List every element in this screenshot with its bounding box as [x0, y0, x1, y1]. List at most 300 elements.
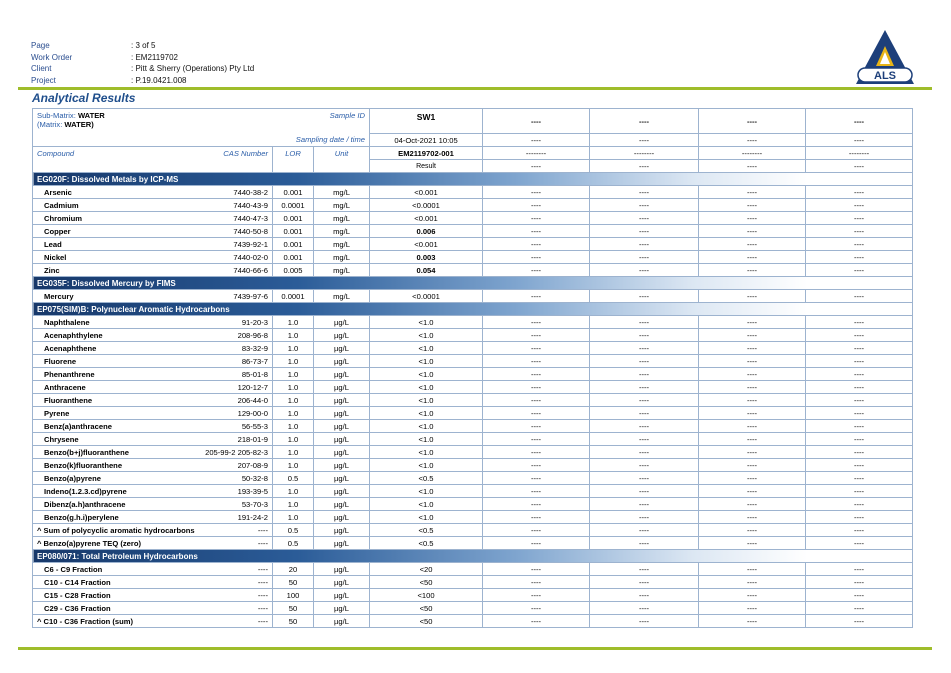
lor-cell: 1.0 — [273, 446, 314, 459]
result-cell: <20 — [370, 563, 483, 576]
result-cell: <1.0 — [370, 485, 483, 498]
table-row — [33, 446, 913, 459]
lab-id: EM2119702-001 — [370, 147, 483, 160]
table-row — [33, 563, 913, 576]
empty-result-cell: ---- — [483, 225, 590, 238]
unit-cell: mg/L — [314, 212, 370, 225]
compound-cell — [33, 342, 273, 355]
report-header — [31, 40, 254, 86]
compound-cell — [33, 355, 273, 368]
empty-result-cell: ---- — [699, 251, 806, 264]
cas-number: 129-00-0 — [237, 408, 268, 418]
cas-number: ---- — [257, 616, 268, 626]
empty-result-cell: ---- — [483, 420, 590, 433]
empty-result-cell: ---- — [483, 355, 590, 368]
compound-name: Chromium — [44, 213, 82, 223]
section-header — [33, 173, 913, 186]
compound-cell — [33, 238, 273, 251]
als-logo — [852, 28, 918, 88]
compound-cell — [33, 199, 273, 212]
header-row — [31, 75, 254, 87]
header-label: Work Order — [31, 52, 73, 62]
cas-number: 208-96-8 — [237, 330, 268, 340]
sample-id-label: Sample ID — [329, 111, 366, 120]
result-cell: <50 — [370, 576, 483, 589]
result-cell: <1.0 — [370, 329, 483, 342]
empty-result-cell: ---- — [483, 238, 590, 251]
compound-cell — [33, 511, 273, 524]
lor-cell: 0.001 — [273, 251, 314, 264]
empty-result-cell: ---- — [590, 394, 699, 407]
table-row — [33, 394, 913, 407]
compound-name: Benzo(g.h.i)perylene — [44, 512, 119, 522]
unit-cell: µg/L — [314, 511, 370, 524]
table-row — [33, 485, 913, 498]
header-label: Page — [31, 41, 50, 50]
compound-name: C6 - C9 Fraction — [44, 564, 103, 574]
table-row — [33, 329, 913, 342]
empty-result-cell: ---- — [590, 342, 699, 355]
lor-cell: 1.0 — [273, 368, 314, 381]
unit-cell: µg/L — [314, 524, 370, 537]
table-row — [33, 264, 913, 277]
table-row — [33, 225, 913, 238]
empty-result-cell: ---- — [806, 329, 913, 342]
cas-number: ---- — [257, 538, 268, 548]
empty-result-cell: ---- — [806, 251, 913, 264]
compound-cell — [33, 264, 273, 277]
header-row — [31, 63, 254, 75]
compound-name: Benz(a)anthracene — [44, 421, 112, 431]
lor-cell: 1.0 — [273, 498, 314, 511]
compound-name: Copper — [44, 226, 71, 236]
lor-cell: 1.0 — [273, 316, 314, 329]
compound-name: Indeno(1.2.3.cd)pyrene — [44, 486, 127, 496]
result-cell: <50 — [370, 615, 483, 628]
header-value: : Pitt & Sherry (Operations) Pty Ltd — [131, 64, 255, 74]
compound-name: Benzo(b+j)fluoranthene — [44, 447, 130, 457]
empty-result-cell: ---- — [699, 407, 806, 420]
empty-result-cell: ---- — [806, 394, 913, 407]
lor-cell: 0.001 — [273, 212, 314, 225]
empty-result-cell: ---- — [590, 615, 699, 628]
unit-cell: mg/L — [314, 199, 370, 212]
page-title: Analytical Results — [32, 91, 136, 105]
result-cell: <1.0 — [370, 433, 483, 446]
unit-cell: µg/L — [314, 394, 370, 407]
section-header — [33, 550, 913, 563]
unit-cell: µg/L — [314, 446, 370, 459]
header-label: Project — [31, 75, 56, 85]
empty-result-cell: ---- — [699, 576, 806, 589]
table-row — [33, 368, 913, 381]
compound-cell — [33, 420, 273, 433]
compound-name: Pyrene — [44, 408, 70, 418]
compound-cell — [33, 368, 273, 381]
cas-number: 207-08-9 — [237, 460, 268, 470]
unit-cell: µg/L — [314, 602, 370, 615]
empty-result-cell: ---- — [483, 602, 590, 615]
empty-result-cell: ---- — [806, 238, 913, 251]
empty-result-cell: ---- — [699, 355, 806, 368]
empty-result-cell: ---- — [699, 485, 806, 498]
empty-result-cell: ---- — [699, 602, 806, 615]
lor-cell: 0.001 — [273, 225, 314, 238]
empty-result-cell: ---- — [806, 199, 913, 212]
compound-name: Nickel — [44, 252, 67, 262]
cas-number: 205-99-2 205-82-3 — [205, 447, 268, 457]
table-row — [33, 433, 913, 446]
cas-number: 83-32-9 — [241, 343, 268, 353]
empty-result-cell: ---- — [483, 407, 590, 420]
empty-result-cell: ---- — [590, 251, 699, 264]
empty-result-cell: ---- — [806, 212, 913, 225]
empty-result-cell: ---- — [590, 524, 699, 537]
empty-result-cell: ---- — [590, 238, 699, 251]
compound-name: Anthracene — [44, 382, 86, 392]
compound-name: C29 - C36 Fraction — [44, 603, 111, 613]
cas-number: 7440-38-2 — [233, 187, 268, 197]
empty-result-cell: ---- — [806, 225, 913, 238]
empty-result-cell: ---- — [483, 511, 590, 524]
compound-name: Lead — [44, 239, 62, 249]
result-cell: <50 — [370, 602, 483, 615]
empty-result-cell: ---- — [590, 602, 699, 615]
empty-result-cell: ---- — [806, 186, 913, 199]
lor-cell: 1.0 — [273, 407, 314, 420]
unit-cell: µg/L — [314, 368, 370, 381]
result-cell: <0.5 — [370, 537, 483, 550]
empty-result-cell: ---- — [483, 251, 590, 264]
empty-result-cell: ---- — [806, 316, 913, 329]
compound-cell — [33, 615, 273, 628]
empty-result-cell: ---- — [699, 589, 806, 602]
empty-result-cell: ---- — [590, 498, 699, 511]
sample-id: SW1 — [370, 109, 483, 134]
empty-result-cell: ---- — [483, 459, 590, 472]
compound-name: Dibenz(a.h)anthracene — [44, 499, 126, 509]
cas-number: 7440-47-3 — [233, 213, 268, 223]
section-header — [33, 277, 913, 290]
table-row — [33, 316, 913, 329]
empty-result-cell: ---- — [699, 563, 806, 576]
lor-cell: 0.0001 — [273, 290, 314, 303]
cas-number: 50-32-8 — [241, 473, 268, 483]
empty-result-cell: ---- — [483, 329, 590, 342]
compound-name: Cadmium — [44, 200, 79, 210]
lor-cell: 1.0 — [273, 381, 314, 394]
empty-result-cell: ---- — [806, 264, 913, 277]
result-cell: <0.001 — [370, 212, 483, 225]
table-row — [33, 238, 913, 251]
cas-number: 86-73-7 — [241, 356, 268, 366]
unit-cell: mg/L — [314, 186, 370, 199]
compound-cell — [33, 524, 273, 537]
empty-result-cell: ---- — [699, 394, 806, 407]
compound-name: Fluoranthene — [44, 395, 93, 405]
compound-name: Mercury — [44, 291, 74, 301]
empty-result-cell: ---- — [590, 511, 699, 524]
compound-cell — [33, 433, 273, 446]
header-value: : EM2119702 — [131, 52, 178, 62]
empty-result-cell: ---- — [806, 498, 913, 511]
header-row — [31, 40, 254, 52]
lor-cell: 0.5 — [273, 472, 314, 485]
empty-result-cell: ---- — [699, 472, 806, 485]
result-cell: <1.0 — [370, 342, 483, 355]
compound-name: Phenanthrene — [44, 369, 95, 379]
compound-name: Acenaphthylene — [44, 330, 103, 340]
result-cell: <0.0001 — [370, 290, 483, 303]
result-cell: <0.5 — [370, 472, 483, 485]
compound-cell — [33, 381, 273, 394]
result-cell: <1.0 — [370, 394, 483, 407]
result-cell: <1.0 — [370, 511, 483, 524]
empty-result-cell: ---- — [699, 186, 806, 199]
table-row — [33, 472, 913, 485]
empty-result-cell: ---- — [483, 615, 590, 628]
logo-text: ALS — [874, 70, 896, 82]
empty-result-cell: ---- — [699, 381, 806, 394]
unit-cell: µg/L — [314, 589, 370, 602]
empty-result-cell: ---- — [699, 615, 806, 628]
result-cell: <0.0001 — [370, 199, 483, 212]
section-title: EG020F: Dissolved Metals by ICP-MS — [33, 173, 913, 186]
empty-result-cell: ---- — [483, 498, 590, 511]
unit-cell: µg/L — [314, 537, 370, 550]
result-cell: <1.0 — [370, 459, 483, 472]
cas-number: 218-01-9 — [237, 434, 268, 444]
empty-result-cell: ---- — [590, 407, 699, 420]
cas-number: 7440-66-6 — [233, 265, 268, 275]
table-row — [33, 524, 913, 537]
compound-cell — [33, 225, 273, 238]
empty-result-cell: ---- — [806, 290, 913, 303]
compound-name: Benzo(k)fluoranthene — [44, 460, 123, 470]
table-row — [33, 511, 913, 524]
compound-cell — [33, 537, 273, 550]
compound-cell — [33, 407, 273, 420]
cas-number: 85-01-8 — [241, 369, 268, 379]
table-row — [33, 212, 913, 225]
table-row — [33, 381, 913, 394]
lor-cell: 0.001 — [273, 238, 314, 251]
compound-cell — [33, 186, 273, 199]
empty-result-cell: ---- — [590, 199, 699, 212]
unit-header: Unit — [314, 147, 370, 173]
empty-result-cell: ---- — [806, 368, 913, 381]
empty-result-cell: ---- — [806, 537, 913, 550]
empty-result-cell: ---- — [590, 316, 699, 329]
empty-result-cell: ---- — [590, 446, 699, 459]
result-cell: <1.0 — [370, 446, 483, 459]
sampling-label: Sampling date / time — [33, 134, 370, 147]
unit-cell: mg/L — [314, 264, 370, 277]
cas-number: 7439-92-1 — [233, 239, 268, 249]
cas-number: 56-55-3 — [241, 421, 268, 431]
empty-result-cell: ---- — [590, 576, 699, 589]
lor-cell: 20 — [273, 563, 314, 576]
empty-result-cell: ---- — [590, 212, 699, 225]
top-rule — [18, 87, 932, 90]
empty-result-cell: ---- — [806, 602, 913, 615]
header-value: : P.19.0421.008 — [131, 75, 187, 85]
empty-result-cell: ---- — [699, 524, 806, 537]
result-header: Result — [370, 160, 483, 173]
unit-cell: µg/L — [314, 615, 370, 628]
table-row — [33, 615, 913, 628]
header-label: Client — [31, 64, 52, 74]
unit-cell: µg/L — [314, 342, 370, 355]
compound-name: Acenaphthene — [44, 343, 97, 353]
empty-result-cell: ---- — [483, 472, 590, 485]
empty-result-cell: ---- — [590, 186, 699, 199]
result-cell: 0.054 — [370, 264, 483, 277]
empty-result-cell: ---- — [699, 420, 806, 433]
compound-cell — [33, 446, 273, 459]
empty-result-cell: ---- — [699, 342, 806, 355]
empty-result-cell: ---- — [699, 225, 806, 238]
empty-result-cell: ---- — [806, 511, 913, 524]
cas-number: ---- — [257, 564, 268, 574]
empty-result-cell: ---- — [806, 433, 913, 446]
lor-cell: 1.0 — [273, 394, 314, 407]
empty-result-cell: ---- — [699, 238, 806, 251]
compound-cell — [33, 459, 273, 472]
compound-cell — [33, 576, 273, 589]
lor-cell: 100 — [273, 589, 314, 602]
result-cell: <1.0 — [370, 420, 483, 433]
empty-result-cell: ---- — [699, 264, 806, 277]
lor-cell: 0.5 — [273, 537, 314, 550]
empty-result-cell: ---- — [590, 381, 699, 394]
empty-result-cell: ---- — [590, 433, 699, 446]
results-table: Sub-Matrix: WATER (Matrix: WATER) Sample ID SW1 ---- ---- ---- ---- Sampling date / time 04-Oct-2021 10:05 ---- ---- ---- ---- Compound CAS Number LOR Unit EM2119702-001 -------- -------- -------- -------- Result ---- ---- ---- ---- EG020F: Dissolved Metals by ICP-MS Arsenic 7440-38-2 0.001 mg/L <0.001 ---- ---- ---- ---- Cadmium 7440-43-9 0.0001 mg/L <0.0001 ---- ---- ---- ---- Chromium 7440-47-3 0.001 mg/L <0.001 ---- ---- ---- ---- Copper 7440-50-8 0.001 mg/L 0.006 ---- ---- ---- ---- Lead 7439-92-1 0.001 mg/L <0.001 ---- ---- ---- ---- Nickel 7440-02-0 0.001 mg/L 0.003 ---- ---- ---- ---- Zinc 7440-66-6 0.005 mg/L 0.054 ---- ---- ---- ---- EG035F: Dissolved Mercury by FIMS Mercury 7439-97-6 0.0001 mg/L <0.0001 ---- ---- ---- ---- EP075(SIM)B: Polynuclear Aromatic Hydrocarbons Naphthalene 91-20-3 1.0 µg/L <1.0 ---- ---- ---- ---- Acenaphthylene 208-96-8 1.0 µg/L <1.0 ---- ---- ---- ---- Acenaphthene 83-32-9 1.0 µg/L <1.0 ---- ---- ---- ---- Fluorene 86-73-7 1.0 µg/L <1.0 ---- ---- ---- ---- Phenanthrene 85-01-8 1.0 µg/L <1.0 ---- ---- ---- ---- Anthracene 120-12-7 1.0 µg/L <1.0 ---- ---- ---- ---- Fluoranthene 206-44-0 1.0 µg/L <1.0 ---- ---- ---- ---- Pyrene 129-00-0 1.0 µg/L <1.0 ---- ---- ---- ---- Benz(a)anthracene 56-55-3 1.0 µg/L <1.0 ---- ---- ---- ---- Chrysene 218-01-9 1.0 µg/L <1.0 ---- ---- ---- ---- Benzo(b+j)fluoranthene 205-99-2 205-82-3 1.0 µg/L <1.0 ---- ---- ---- ---- Benzo(k)fluoranthene 207-08-9 1.0 µg/L <1.0 ---- ---- ---- ---- Benzo(a)pyrene 50-32-8 0.5 µg/L <0.5 ---- ---- ---- ---- Indeno(1.2.3.cd)pyrene 193-39-5 1.0 µg/L <1.0 ---- ---- ---- ---- Dibenz(a.h)anthracene 53-70-3 1.0 µg/L <1.0 ---- ---- ---- ---- Benzo(g.h.i)perylene 191-24-2 1.0 µg/L <1.0 ---- ---- ---- ---- ^ Sum of polycyclic aromatic hydrocarbons ---- 0.5 µg/L <0.5 ---- ---- ---- ---- ^ Benzo(a)pyrene TEQ (zero) ---- 0.5 µg/L <0.5 ---- ---- ---- ---- EP080/071: Total Petroleum Hydrocarbons C6 - C9 Fraction ---- 20 µg/L <20 ---- ---- ---- ---- C10 - C14 Fraction ---- 50 µg/L <50 ---- ---- ---- ---- C15 - C28 Fraction ---- 100 µg/L <100 ---- ---- ---- ---- C29 - C36 Fraction ---- 50 µg/L <50 ---- ---- ---- ---- ^ C10 - C36 Fraction (sum) ---- 50 µg/L <50 ---- ---- ---- ---- — [32, 108, 912, 628]
empty-result-cell: ---- — [590, 472, 699, 485]
compound-name: Fluorene — [44, 356, 77, 366]
lor-cell: 0.005 — [273, 264, 314, 277]
empty-result-cell: ---- — [483, 342, 590, 355]
compound-cell — [33, 251, 273, 264]
empty-result-cell: ---- — [806, 485, 913, 498]
table-row — [33, 459, 913, 472]
empty-result-cell: ---- — [483, 316, 590, 329]
cas-number: 193-39-5 — [237, 486, 268, 496]
unit-cell: µg/L — [314, 355, 370, 368]
empty-result-cell: ---- — [806, 446, 913, 459]
empty-result-cell: ---- — [483, 589, 590, 602]
table-row — [33, 420, 913, 433]
empty-result-cell: ---- — [590, 368, 699, 381]
empty-result-cell: ---- — [590, 537, 699, 550]
table-row — [33, 251, 913, 264]
table-row — [33, 602, 913, 615]
lor-cell: 1.0 — [273, 485, 314, 498]
empty-result-cell: ---- — [590, 290, 699, 303]
table-row — [33, 576, 913, 589]
empty-result-cell: ---- — [806, 524, 913, 537]
result-cell: <1.0 — [370, 316, 483, 329]
empty-result-cell: ---- — [699, 498, 806, 511]
result-cell: <0.5 — [370, 524, 483, 537]
compound-cell — [33, 316, 273, 329]
empty-result-cell: ---- — [806, 472, 913, 485]
compound-cell — [33, 563, 273, 576]
cas-number: ---- — [257, 590, 268, 600]
unit-cell: µg/L — [314, 576, 370, 589]
empty-result-cell: ---- — [590, 420, 699, 433]
empty-result-cell: ---- — [590, 563, 699, 576]
empty-result-cell: ---- — [483, 433, 590, 446]
empty-result-cell: ---- — [699, 212, 806, 225]
empty-result-cell: ---- — [483, 199, 590, 212]
empty-result-cell: ---- — [483, 537, 590, 550]
compound-cell — [33, 498, 273, 511]
result-cell: 0.003 — [370, 251, 483, 264]
unit-cell: µg/L — [314, 381, 370, 394]
empty-result-cell: ---- — [483, 264, 590, 277]
cas-number: 206-44-0 — [237, 395, 268, 405]
empty-result-cell: ---- — [483, 368, 590, 381]
empty-result-cell: ---- — [699, 290, 806, 303]
compound-name: Arsenic — [44, 187, 72, 197]
empty-result-cell: ---- — [806, 576, 913, 589]
lor-cell: 1.0 — [273, 459, 314, 472]
compound-header: Compound CAS Number — [33, 147, 273, 173]
empty-result-cell: ---- — [590, 329, 699, 342]
section-title: EP080/071: Total Petroleum Hydrocarbons — [33, 550, 913, 563]
lor-cell: 50 — [273, 602, 314, 615]
table-row — [33, 355, 913, 368]
unit-cell: µg/L — [314, 472, 370, 485]
lor-cell: 1.0 — [273, 355, 314, 368]
empty-result-cell: ---- — [699, 446, 806, 459]
cas-number: ---- — [257, 525, 268, 535]
unit-cell: mg/L — [314, 251, 370, 264]
lor-cell: 50 — [273, 576, 314, 589]
lor-cell: 1.0 — [273, 342, 314, 355]
header-value: : 3 of 5 — [131, 41, 156, 50]
unit-cell: µg/L — [314, 498, 370, 511]
lor-header: LOR — [273, 147, 314, 173]
result-cell: <1.0 — [370, 407, 483, 420]
unit-cell: µg/L — [314, 563, 370, 576]
section-header — [33, 303, 913, 316]
empty-result-cell: ---- — [806, 381, 913, 394]
table-row — [33, 407, 913, 420]
bottom-rule — [18, 647, 932, 650]
empty-result-cell: ---- — [699, 537, 806, 550]
empty-result-cell: ---- — [483, 381, 590, 394]
compound-cell — [33, 602, 273, 615]
cas-number: 120-12-7 — [237, 382, 268, 392]
empty-result-cell: ---- — [483, 290, 590, 303]
cas-number: 91-20-3 — [241, 317, 268, 327]
table-row — [33, 199, 913, 212]
result-cell: <100 — [370, 589, 483, 602]
cas-number: 53-70-3 — [241, 499, 268, 509]
empty-result-cell: ---- — [699, 511, 806, 524]
result-cell: <0.001 — [370, 186, 483, 199]
section-title: EP075(SIM)B: Polynuclear Aromatic Hydrocarbons — [33, 303, 913, 316]
header-row — [31, 52, 254, 64]
cas-number: 7440-43-9 — [233, 200, 268, 210]
unit-cell: µg/L — [314, 316, 370, 329]
result-cell: 0.006 — [370, 225, 483, 238]
result-cell: <1.0 — [370, 355, 483, 368]
table-row — [33, 537, 913, 550]
cas-number: 7440-50-8 — [233, 226, 268, 236]
